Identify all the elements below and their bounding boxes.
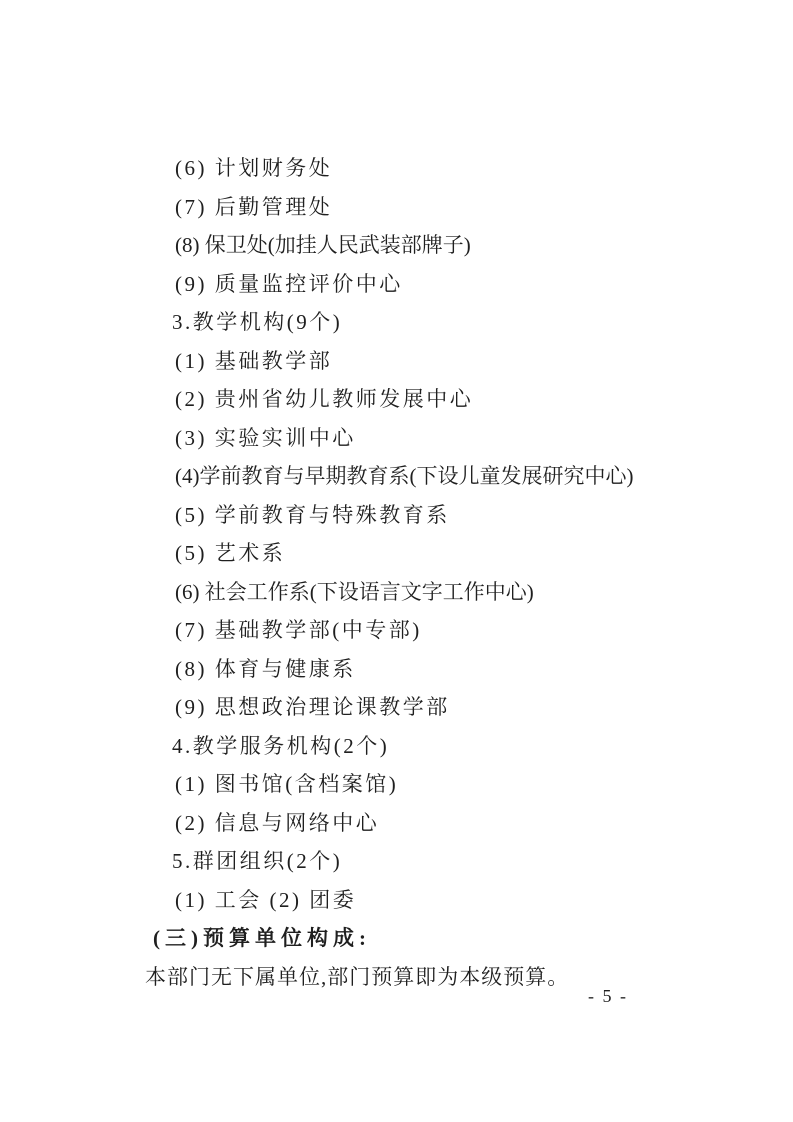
list-item: (1) 基础教学部 (175, 348, 333, 373)
list-item: (2) 贵州省幼儿教师发展中心 (175, 387, 474, 411)
document-body (145, 149, 745, 996)
list-item: (7) 基础教学部(中专部) (175, 618, 422, 642)
list-item: (5) 学前教育与特殊教育系 (175, 502, 450, 527)
body-paragraph: 本部门无下属单位,部门预算即为本级预算。 (145, 964, 570, 989)
list-item: (2) 信息与网络中心 (175, 810, 380, 835)
list-item: (1) 工会 (2) 团委 (175, 887, 357, 912)
list-item: (8) 保卫处(加挂人民武装部牌子) (175, 233, 471, 257)
list-item: (7) 后勤管理处 (175, 194, 333, 219)
sub-heading: (三)预算单位构成: (153, 926, 371, 950)
section-heading: 4.教学服务机构(2个) (172, 733, 390, 758)
page-number: - 5 - (588, 986, 628, 1006)
list-item: (8) 体育与健康系 (175, 656, 356, 681)
section-heading: 5.群团组织(2个) (172, 849, 343, 873)
list-item: (4)学前教育与早期教育系(下设儿童发展研究中心) (175, 464, 634, 488)
section-heading: 3.教学机构(9个) (172, 310, 343, 334)
list-item: (1) 图书馆(含档案馆) (175, 772, 399, 796)
list-item: (3) 实验实训中心 (175, 425, 356, 450)
list-item: (9) 质量监控评价中心 (175, 271, 403, 296)
list-item: (6) 计划财务处 (175, 156, 333, 180)
list-item: (6) 社会工作系(下设语言文字工作中心) (175, 579, 534, 604)
list-item: (5) 艺术系 (175, 541, 286, 565)
list-item: (9) 思想政治理论课教学部 (175, 695, 450, 719)
